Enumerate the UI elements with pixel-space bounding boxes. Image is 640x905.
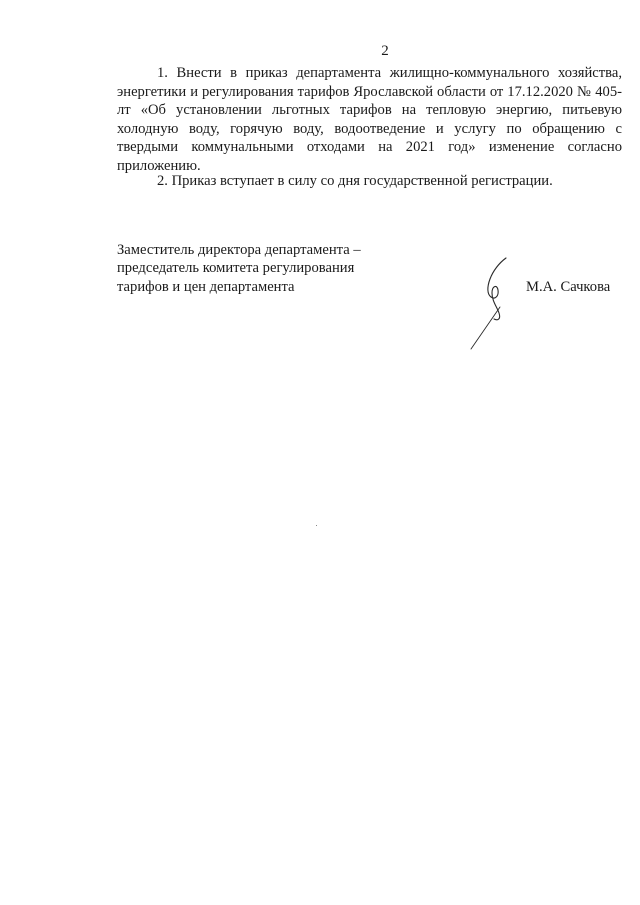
signatory-position-line: председатель комитета регулирования: [117, 260, 355, 277]
signatory-position-line: Заместитель директора департамента –: [117, 242, 361, 258]
signatory-position: [117, 241, 387, 296]
signatory-position-line: тарифов и цен департамента: [117, 278, 295, 295]
paragraph-2: 2. Приказ вступает в силу со дня государственной регистрации.: [157, 173, 553, 189]
paragraph-1: 1. Внести в приказ департамента жилищно-коммунального хозяйства, энергетики и регулирования тарифов Ярославской области от 17.12.2020 № 405-лт «Об установлении льготных тарифов на тепловую энергию, питьевую холодную воду, горячую воду, водоотведение и услугу по обращению с твердыми коммунальными отходами на 2021 год» изменение согласно приложению.: [117, 65, 622, 174]
page-number: 2: [381, 43, 389, 59]
scan-speck: [316, 525, 317, 526]
handwritten-signature: [466, 255, 526, 353]
signatory-name: М.А. Сачкова: [526, 279, 611, 295]
